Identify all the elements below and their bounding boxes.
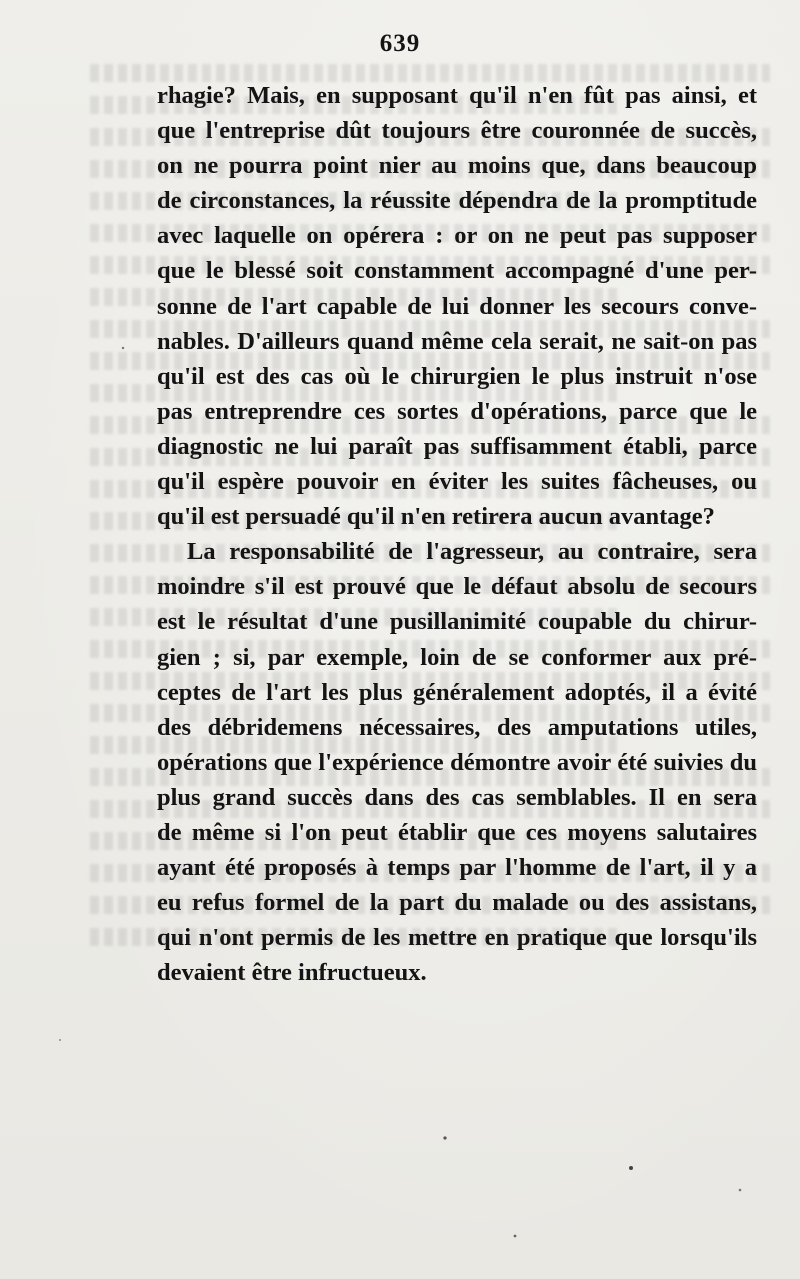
text-line: moindre s'il est prouvé que le défaut absolu de secours bbox=[157, 573, 757, 601]
text-line: plus grand succès dans des cas semblables. Il en sera bbox=[157, 783, 757, 811]
text-line: que le blessé soit constamment accompagné d'une per- bbox=[157, 257, 757, 285]
text-line: qu'il est persuadé qu'il n'en retirera aucun avantage? bbox=[157, 503, 715, 531]
text-line: que l'entreprise dût toujours être couronnée de succès, bbox=[157, 117, 757, 145]
text-line: pas entreprendre ces sortes d'opérations, parce que le bbox=[157, 397, 757, 425]
text-line: La responsabilité de l'agresseur, au contraire, sera bbox=[187, 538, 757, 566]
text-line: est le résultat d'une pusillanimité coupable du chirur- bbox=[157, 608, 757, 636]
text-line: avec laquelle on opérera : or on ne peut pas supposer bbox=[157, 222, 757, 250]
text-line: devaient être infructueux. bbox=[157, 959, 427, 987]
text-line: qu'il est des cas où le chirurgien le plus instruit n'ose bbox=[157, 362, 757, 390]
paragraph-1 bbox=[157, 78, 757, 534]
text-line: ayant été proposés à temps par l'homme de l'art, il y a bbox=[157, 854, 757, 882]
text-line: qui n'ont permis de les mettre en pratique que lorsqu'ils bbox=[157, 924, 757, 952]
text-line: ceptes de l'art les plus généralement adoptés, il a évité bbox=[157, 678, 757, 706]
page-number: 639 bbox=[379, 30, 421, 57]
text-line: diagnostic ne lui paraît pas suffisamment établi, parce bbox=[157, 432, 757, 460]
text-line: de circonstances, la réussite dépendra de la promptitude bbox=[157, 187, 757, 215]
body-text bbox=[157, 78, 757, 990]
text-line: on ne pourra point nier au moins que, dans beaucoup bbox=[157, 152, 757, 180]
text-line: eu refus formel de la part du malade ou des assistans, bbox=[157, 889, 757, 917]
text-line: sonne de l'art capable de lui donner les secours conve- bbox=[157, 292, 757, 320]
paragraph-2 bbox=[157, 534, 757, 990]
text-line: des débridemens nécessaires, des amputations utiles, bbox=[157, 713, 757, 741]
text-line: gien ; si, par exemple, loin de se conformer aux pré- bbox=[157, 643, 757, 671]
text-line: nables. D'ailleurs quand même cela serait, ne sait-on pas bbox=[157, 327, 757, 355]
text-line: qu'il espère pouvoir en éviter les suites fâcheuses, ou bbox=[157, 468, 757, 496]
text-line: opérations que l'expérience démontre avoir été suivies du bbox=[157, 748, 757, 776]
text-line: de même si l'on peut établir que ces moyens salutaires bbox=[157, 818, 757, 846]
text-line: rhagie? Mais, en supposant qu'il n'en fût pas ainsi, et bbox=[157, 82, 757, 109]
